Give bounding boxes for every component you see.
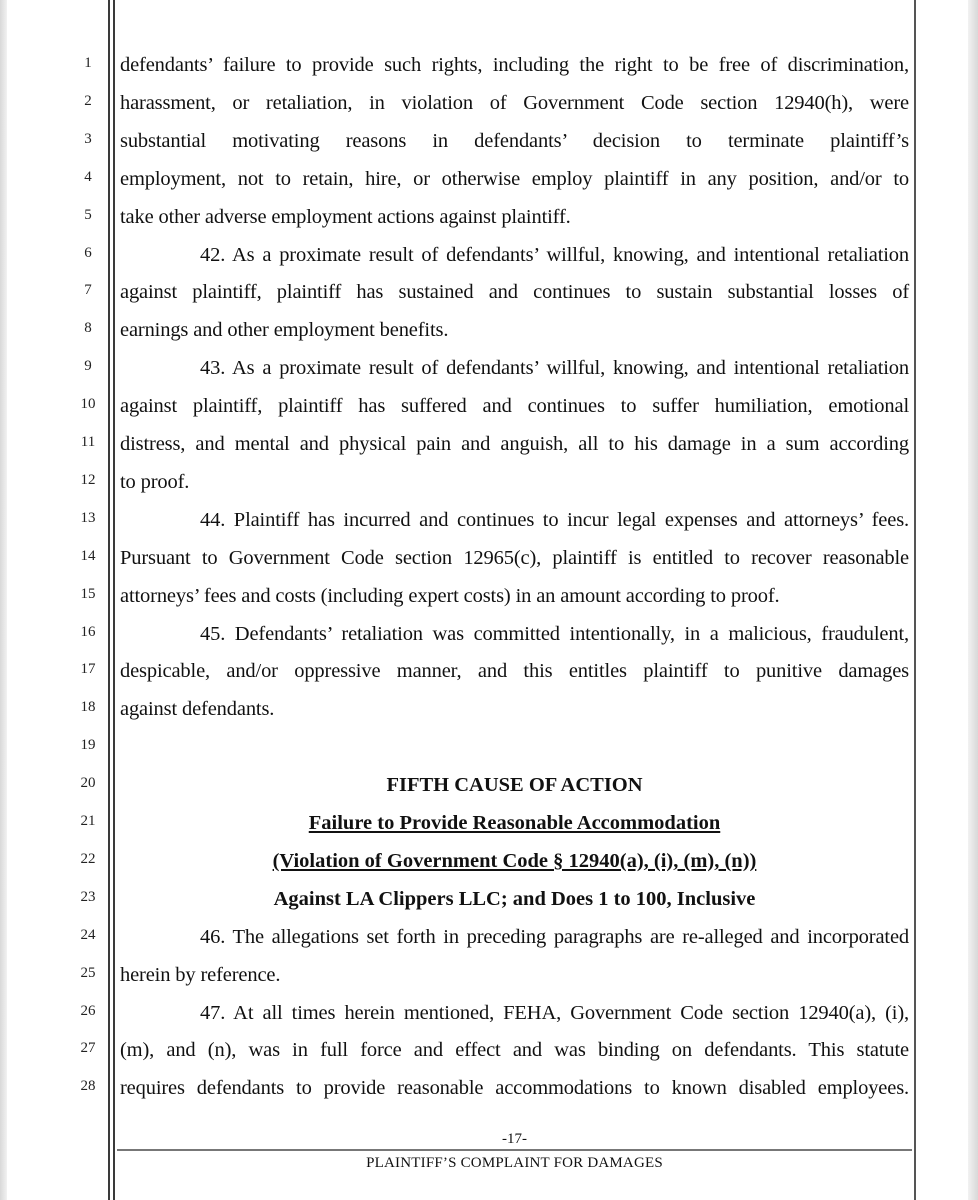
line-number: 22 bbox=[80, 850, 96, 867]
right-margin-rule bbox=[914, 0, 916, 1200]
text-line: attorneys’ fees and costs (including expert costs) in an amount according to proof. bbox=[120, 584, 780, 607]
text-line: despicable, and/or oppressive manner, and this entitles plaintiff to punitive damages bbox=[120, 660, 909, 683]
text-line: requires defendants to provide reasonable accommodations to known disabled employees. bbox=[120, 1077, 909, 1100]
text-line: against plaintiff, plaintiff has suffered and continues to suffer humiliation, emotional bbox=[120, 395, 909, 418]
cause-of-action-subheading: Against LA Clippers LLC; and Does 1 to 100, Inclusive bbox=[273, 887, 756, 910]
line-number: 12 bbox=[80, 471, 96, 488]
numbered-paragraph-start: 46. The allegations set forth in preceding paragraphs are re-alleged and incorporated bbox=[200, 925, 909, 948]
line-number: 10 bbox=[80, 396, 96, 413]
line-number: 27 bbox=[80, 1040, 96, 1057]
page-shadow-right bbox=[968, 0, 978, 1200]
text-line: against defendants. bbox=[120, 698, 275, 721]
numbered-paragraph-start: 42. As a proximate result of defendants’ willful, knowing, and intentional retaliation bbox=[200, 243, 909, 266]
cause-of-action-subheading: (Violation of Government Code § 12940(a), (i), (m), (n)) bbox=[272, 849, 757, 872]
text-line: (m), and (n), was in full force and effect and was binding on defendants. This statute bbox=[120, 1039, 909, 1062]
line-number: 16 bbox=[80, 623, 96, 640]
footer-divider bbox=[117, 1149, 912, 1151]
line-number: 13 bbox=[80, 509, 96, 526]
line-number: 9 bbox=[84, 358, 92, 375]
cause-of-action-subheading: Failure to Provide Reasonable Accommodation bbox=[308, 812, 721, 834]
page-shadow-left bbox=[0, 0, 7, 1200]
line-number: 19 bbox=[80, 737, 96, 754]
line-number: 8 bbox=[84, 320, 92, 337]
numbered-paragraph-start: 45. Defendants’ retaliation was committed intentionally, in a malicious, fraudulent, bbox=[200, 622, 909, 645]
line-number: 24 bbox=[80, 926, 96, 943]
line-number: 2 bbox=[84, 92, 92, 109]
text-line: distress, and mental and physical pain and anguish, all to his damage in a sum according bbox=[120, 433, 909, 455]
line-number: 20 bbox=[80, 775, 96, 792]
text-line: to proof. bbox=[120, 470, 190, 493]
line-number: 21 bbox=[80, 813, 96, 829]
numbered-paragraph-start: 44. Plaintiff has incurred and continues to incur legal expenses and attorneys’ fees. bbox=[200, 508, 909, 531]
page-number: -17- bbox=[502, 1131, 527, 1147]
text-line: Pursuant to Government Code section 12965(c), plaintiff is entitled to recover reasonable bbox=[120, 546, 909, 569]
line-number: 26 bbox=[80, 1002, 96, 1019]
line-number: 28 bbox=[80, 1078, 96, 1095]
line-number: 18 bbox=[80, 699, 96, 716]
text-line: defendants’ failure to provide such rights, including the right to be free of discrimination, bbox=[120, 54, 909, 76]
line-number: 17 bbox=[80, 661, 96, 678]
line-number: 5 bbox=[84, 206, 92, 223]
line-number: 23 bbox=[80, 888, 96, 905]
text-line: substantial motivating reasons in defendants’ decision to terminate plaintiff’s bbox=[120, 129, 909, 152]
text-line: earnings and other employment benefits. bbox=[120, 319, 449, 342]
line-number: 15 bbox=[80, 585, 96, 602]
line-number: 7 bbox=[84, 282, 92, 299]
footer-title: PLAINTIFF’S COMPLAINT FOR DAMAGES bbox=[366, 1155, 663, 1171]
text-line: harassment, or retaliation, in violation of Government Code section 12940(h), were bbox=[120, 91, 909, 114]
line-number: 14 bbox=[80, 547, 96, 564]
line-number: 25 bbox=[80, 964, 96, 981]
left-margin-rule-outer bbox=[108, 0, 110, 1200]
line-number: 4 bbox=[84, 168, 92, 185]
text-line: employment, not to retain, hire, or otherwise employ plaintiff in any position, and/or to bbox=[120, 167, 909, 190]
numbered-paragraph-start: 47. At all times herein mentioned, FEHA, Government Code section 12940(a), (i), bbox=[200, 1001, 909, 1024]
line-number: 1 bbox=[84, 55, 92, 71]
left-margin-rule-inner bbox=[113, 0, 115, 1200]
line-number: 3 bbox=[84, 130, 92, 147]
cause-of-action-heading: FIFTH CAUSE OF ACTION bbox=[386, 774, 643, 797]
numbered-paragraph-start: 43. As a proximate result of defendants’ willful, knowing, and intentional retaliation bbox=[200, 357, 909, 380]
line-number: 11 bbox=[80, 434, 96, 450]
line-number: 6 bbox=[84, 244, 92, 261]
text-line: against plaintiff, plaintiff has sustained and continues to sustain substantial losses of bbox=[120, 281, 909, 304]
text-line: herein by reference. bbox=[120, 963, 281, 986]
text-line: take other adverse employment actions against plaintiff. bbox=[120, 205, 571, 228]
